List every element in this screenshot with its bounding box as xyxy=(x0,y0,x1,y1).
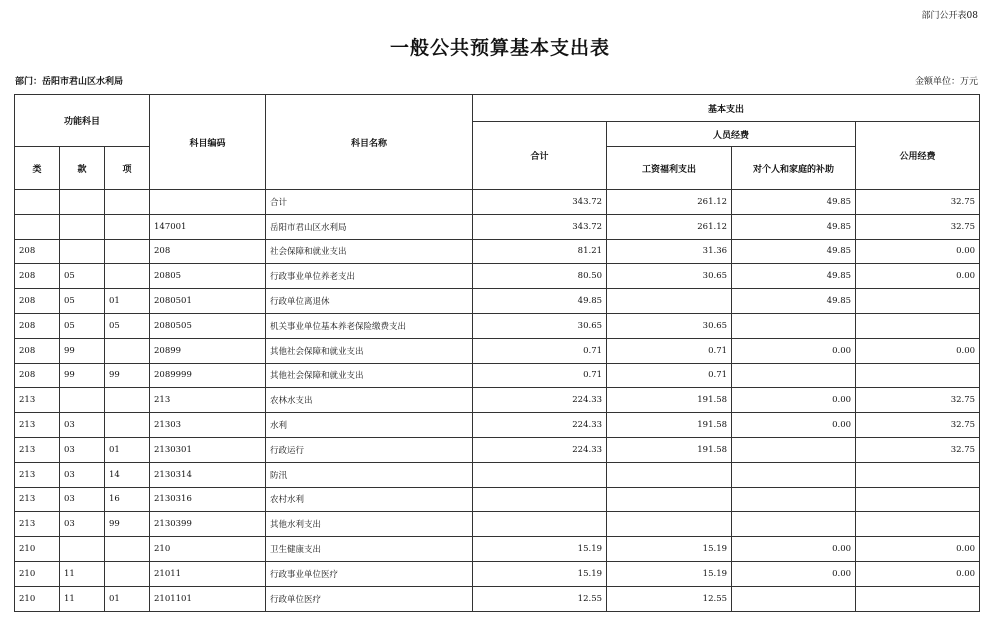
header-xiang: 项 xyxy=(105,147,150,190)
cell-xiang xyxy=(105,388,150,413)
cell-subsidy: 0.00 xyxy=(732,537,856,562)
cell-public xyxy=(856,586,980,611)
cell-kuan xyxy=(60,214,105,239)
cell-salary: 31.36 xyxy=(607,239,732,264)
cell-code: 2089999 xyxy=(150,363,266,388)
cell-kuan: 03 xyxy=(60,512,105,537)
budget-table xyxy=(14,94,980,612)
cell-public: 0.00 xyxy=(856,561,980,586)
cell-public: 0.00 xyxy=(856,264,980,289)
cell-kuan xyxy=(60,239,105,264)
cell-subsidy: 49.85 xyxy=(732,239,856,264)
cell-subsidy xyxy=(732,363,856,388)
cell-name: 行政事业单位医疗 xyxy=(266,561,473,586)
table-row xyxy=(15,512,980,537)
cell-xiang xyxy=(105,413,150,438)
cell-xiang xyxy=(105,214,150,239)
cell-code: 2101101 xyxy=(150,586,266,611)
cell-kuan: 05 xyxy=(60,313,105,338)
cell-lei: 208 xyxy=(15,239,60,264)
cell-kuan: 03 xyxy=(60,413,105,438)
cell-public xyxy=(856,512,980,537)
cell-lei: 213 xyxy=(15,512,60,537)
cell-xiang: 14 xyxy=(105,462,150,487)
cell-subsidy xyxy=(732,437,856,462)
cell-name: 行政单位离退休 xyxy=(266,289,473,314)
cell-public xyxy=(856,289,980,314)
header-name: 科目名称 xyxy=(266,95,473,190)
cell-lei: 213 xyxy=(15,388,60,413)
cell-total: 15.19 xyxy=(473,561,607,586)
cell-xiang: 01 xyxy=(105,586,150,611)
cell-lei: 213 xyxy=(15,437,60,462)
cell-salary: 30.65 xyxy=(607,313,732,338)
page-title: 一般公共预算基本支出表 xyxy=(389,37,610,59)
cell-public: 0.00 xyxy=(856,537,980,562)
table-row xyxy=(15,214,980,239)
cell-name: 其他社会保障和就业支出 xyxy=(266,338,473,363)
cell-subsidy: 0.00 xyxy=(732,388,856,413)
cell-xiang xyxy=(105,264,150,289)
cell-lei: 208 xyxy=(15,363,60,388)
table-body xyxy=(15,190,980,612)
table-row xyxy=(15,537,980,562)
cell-total: 49.85 xyxy=(473,289,607,314)
cell-total: 0.71 xyxy=(473,338,607,363)
header-kuan: 款 xyxy=(60,147,105,190)
table-row xyxy=(15,313,980,338)
cell-lei: 210 xyxy=(15,561,60,586)
cell-kuan: 99 xyxy=(60,363,105,388)
cell-xiang: 01 xyxy=(105,289,150,314)
cell-code: 208 xyxy=(150,239,266,264)
cell-salary: 191.58 xyxy=(607,388,732,413)
cell-xiang xyxy=(105,561,150,586)
cell-lei: 210 xyxy=(15,537,60,562)
cell-salary: 30.65 xyxy=(607,264,732,289)
cell-total: 15.19 xyxy=(473,537,607,562)
cell-total: 224.33 xyxy=(473,388,607,413)
header-salary: 工资福利支出 xyxy=(607,147,732,190)
cell-xiang xyxy=(105,338,150,363)
cell-subsidy: 0.00 xyxy=(732,338,856,363)
cell-public: 0.00 xyxy=(856,338,980,363)
cell-name: 卫生健康支出 xyxy=(266,537,473,562)
cell-xiang xyxy=(105,190,150,215)
cell-salary xyxy=(607,487,732,512)
cell-total: 81.21 xyxy=(473,239,607,264)
cell-kuan: 11 xyxy=(60,586,105,611)
table-row xyxy=(15,363,980,388)
cell-name: 社会保障和就业支出 xyxy=(266,239,473,264)
cell-code: 20805 xyxy=(150,264,266,289)
cell-kuan: 03 xyxy=(60,487,105,512)
cell-name: 岳阳市君山区水利局 xyxy=(266,214,473,239)
table-row xyxy=(15,264,980,289)
cell-salary: 191.58 xyxy=(607,437,732,462)
table-row xyxy=(15,338,980,363)
header-public: 公用经费 xyxy=(856,122,980,190)
cell-kuan: 05 xyxy=(60,289,105,314)
cell-name: 行政运行 xyxy=(266,437,473,462)
table-row xyxy=(15,437,980,462)
cell-salary xyxy=(607,289,732,314)
cell-total xyxy=(473,487,607,512)
department-label: 部门：岳阳市君山区水利局 xyxy=(15,77,124,87)
header-personnel: 人员经费 xyxy=(607,122,856,147)
cell-code: 2130316 xyxy=(150,487,266,512)
cell-public: 32.75 xyxy=(856,413,980,438)
cell-name: 农村水利 xyxy=(266,487,473,512)
table-row xyxy=(15,462,980,487)
cell-code: 21303 xyxy=(150,413,266,438)
cell-public: 32.75 xyxy=(856,437,980,462)
cell-subsidy: 49.85 xyxy=(732,289,856,314)
cell-public xyxy=(856,487,980,512)
cell-lei: 208 xyxy=(15,338,60,363)
cell-total: 343.72 xyxy=(473,214,607,239)
cell-code: 147001 xyxy=(150,214,266,239)
cell-subsidy: 0.00 xyxy=(732,413,856,438)
cell-kuan: 05 xyxy=(60,264,105,289)
cell-kuan: 99 xyxy=(60,338,105,363)
form-number: 部门公开表08 xyxy=(921,11,978,21)
cell-salary: 0.71 xyxy=(607,338,732,363)
cell-public: 0.00 xyxy=(856,239,980,264)
table-row xyxy=(15,413,980,438)
cell-kuan xyxy=(60,537,105,562)
cell-name: 水利 xyxy=(266,413,473,438)
cell-code xyxy=(150,190,266,215)
cell-name: 合计 xyxy=(266,190,473,215)
cell-total: 12.55 xyxy=(473,586,607,611)
cell-lei: 213 xyxy=(15,487,60,512)
cell-lei: 208 xyxy=(15,264,60,289)
cell-total: 343.72 xyxy=(473,190,607,215)
table-row xyxy=(15,586,980,611)
cell-total: 30.65 xyxy=(473,313,607,338)
unit-label: 金额单位：万元 xyxy=(914,77,978,87)
header-row-1 xyxy=(15,95,980,122)
cell-salary: 261.12 xyxy=(607,214,732,239)
cell-salary: 261.12 xyxy=(607,190,732,215)
cell-name: 机关事业单位基本养老保险缴费支出 xyxy=(266,313,473,338)
cell-total: 224.33 xyxy=(473,413,607,438)
cell-code: 213 xyxy=(150,388,266,413)
cell-lei: 208 xyxy=(15,313,60,338)
cell-lei: 210 xyxy=(15,586,60,611)
cell-kuan: 03 xyxy=(60,437,105,462)
cell-salary xyxy=(607,462,732,487)
cell-name: 其他水利支出 xyxy=(266,512,473,537)
cell-code: 2130399 xyxy=(150,512,266,537)
cell-subsidy: 49.85 xyxy=(732,190,856,215)
header-func-subject: 功能科目 xyxy=(15,95,150,147)
cell-xiang xyxy=(105,537,150,562)
cell-kuan xyxy=(60,190,105,215)
cell-salary: 0.71 xyxy=(607,363,732,388)
cell-kuan: 11 xyxy=(60,561,105,586)
cell-total xyxy=(473,512,607,537)
cell-code: 2130314 xyxy=(150,462,266,487)
cell-public: 32.75 xyxy=(856,388,980,413)
cell-kuan xyxy=(60,388,105,413)
cell-subsidy: 0.00 xyxy=(732,561,856,586)
cell-salary: 191.58 xyxy=(607,413,732,438)
cell-xiang xyxy=(105,239,150,264)
cell-name: 行政单位医疗 xyxy=(266,586,473,611)
cell-lei xyxy=(15,214,60,239)
cell-name: 其他社会保障和就业支出 xyxy=(266,363,473,388)
cell-subsidy xyxy=(732,487,856,512)
cell-subsidy xyxy=(732,313,856,338)
table-row xyxy=(15,289,980,314)
cell-name: 行政事业单位养老支出 xyxy=(266,264,473,289)
cell-salary: 12.55 xyxy=(607,586,732,611)
cell-xiang: 05 xyxy=(105,313,150,338)
cell-lei: 208 xyxy=(15,289,60,314)
cell-code: 210 xyxy=(150,537,266,562)
cell-lei xyxy=(15,190,60,215)
cell-code: 2080501 xyxy=(150,289,266,314)
cell-xiang: 01 xyxy=(105,437,150,462)
cell-kuan: 03 xyxy=(60,462,105,487)
cell-xiang: 16 xyxy=(105,487,150,512)
cell-code: 2130301 xyxy=(150,437,266,462)
header-lei: 类 xyxy=(15,147,60,190)
cell-code: 21011 xyxy=(150,561,266,586)
header-code: 科目编码 xyxy=(150,95,266,190)
cell-subsidy xyxy=(732,586,856,611)
cell-name: 农林水支出 xyxy=(266,388,473,413)
table-row xyxy=(15,561,980,586)
cell-public: 32.75 xyxy=(856,214,980,239)
cell-total: 224.33 xyxy=(473,437,607,462)
cell-subsidy: 49.85 xyxy=(732,214,856,239)
cell-lei: 213 xyxy=(15,462,60,487)
cell-subsidy xyxy=(732,512,856,537)
cell-public xyxy=(856,363,980,388)
cell-subsidy: 49.85 xyxy=(732,264,856,289)
table-row xyxy=(15,239,980,264)
table-row xyxy=(15,487,980,512)
cell-lei: 213 xyxy=(15,413,60,438)
cell-salary xyxy=(607,512,732,537)
header-subsidy: 对个人和家庭的补助 xyxy=(732,147,856,190)
table-row xyxy=(15,190,980,215)
table-row xyxy=(15,388,980,413)
cell-name: 防汛 xyxy=(266,462,473,487)
cell-total: 80.50 xyxy=(473,264,607,289)
cell-salary: 15.19 xyxy=(607,537,732,562)
cell-xiang: 99 xyxy=(105,512,150,537)
cell-code: 20899 xyxy=(150,338,266,363)
cell-subsidy xyxy=(732,462,856,487)
header-basic: 基本支出 xyxy=(473,95,980,122)
cell-total xyxy=(473,462,607,487)
cell-public xyxy=(856,462,980,487)
cell-salary: 15.19 xyxy=(607,561,732,586)
cell-total: 0.71 xyxy=(473,363,607,388)
cell-public: 32.75 xyxy=(856,190,980,215)
header-total: 合计 xyxy=(473,122,607,190)
cell-public xyxy=(856,313,980,338)
cell-xiang: 99 xyxy=(105,363,150,388)
cell-code: 2080505 xyxy=(150,313,266,338)
